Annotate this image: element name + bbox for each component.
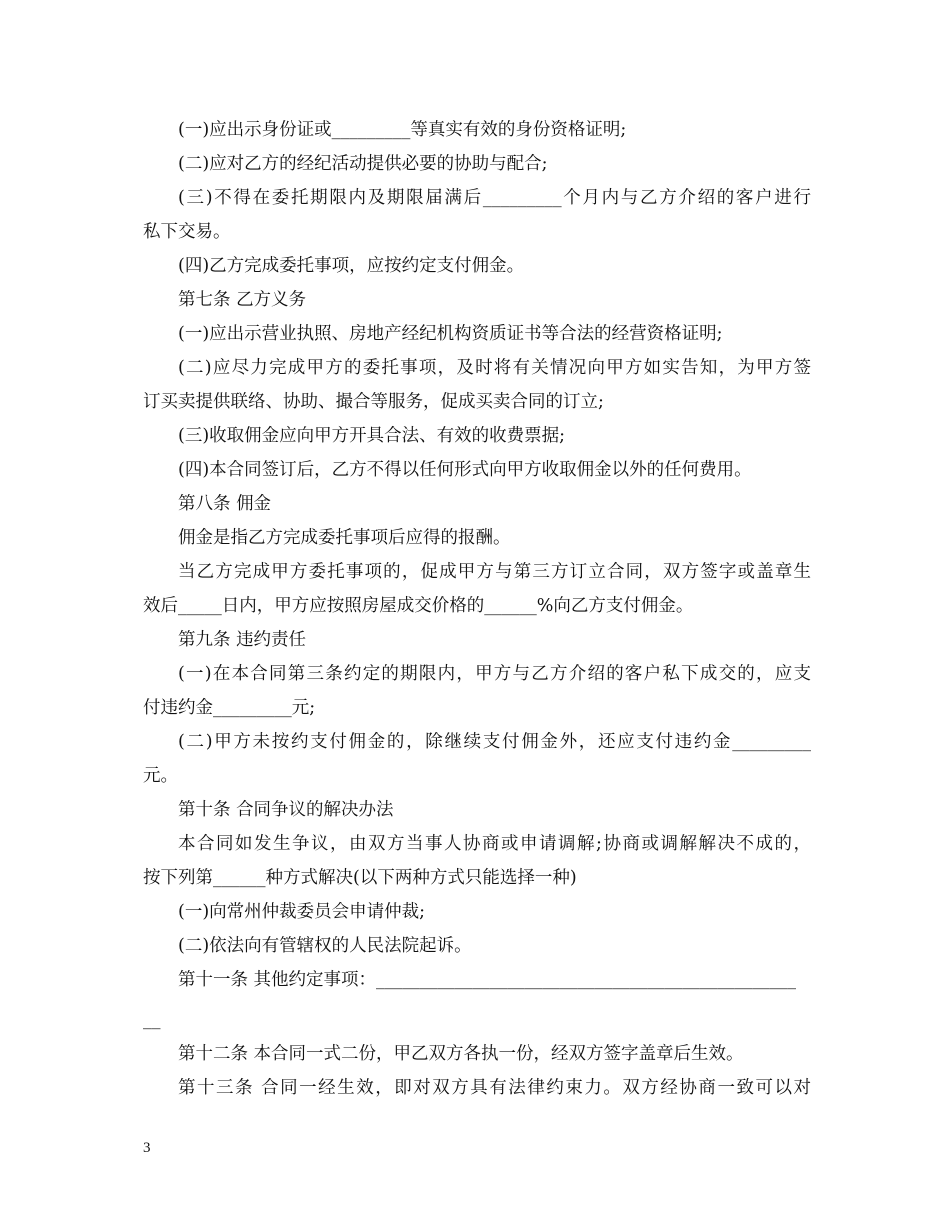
text-line: 效后_____日内，甲方应按照房屋成交价格的______%向乙方支付佣金。 — [143, 596, 694, 616]
page-number: 3 — [143, 1140, 151, 1156]
text-line: 本合同如发生争议，由双方当事人协商或申请调解;协商或调解解决不成的， — [178, 834, 811, 854]
text-line: 第十二条 本合同一式二份，甲乙双方各执一份，经双方签字盖章后生效。 — [178, 1044, 744, 1064]
section-heading: 第九条 违约责任 — [178, 630, 307, 650]
section-heading: 第八条 佣金 — [178, 494, 272, 514]
section-heading: 第十一条 其他约定事项：________________________________________________ — [178, 970, 797, 990]
text-line: 订买卖提供联络、协助、撮合等服务，促成买卖合同的订立; — [143, 392, 604, 412]
text-line: (三)不得在委托期限内及期限届满后_________个月内与乙方介绍的客户进行 — [178, 188, 811, 208]
text-line: (三)收取佣金应向甲方开具合法、有效的收费票据; — [178, 426, 566, 446]
text-line: (二)应尽力完成甲方的委托事项，及时将有关情况向甲方如实告知，为甲方签 — [178, 358, 811, 378]
section-heading: 第七条 乙方义务 — [178, 290, 307, 310]
text-line: (四)本合同签订后，乙方不得以任何形式向甲方收取佣金以外的任何费用。 — [178, 460, 752, 480]
text-line: 佣金是指乙方完成委托事项后应得的报酬。 — [178, 528, 511, 548]
text-line: (一)应出示营业执照、房地产经纪机构资质证书等合法的经营资格证明; — [178, 324, 723, 344]
text-line: (一)应出示身份证或_________等真实有效的身份资格证明; — [178, 120, 627, 140]
text-line: (一)在本合同第三条约定的期限内，甲方与乙方介绍的客户私下成交的，应支 — [178, 664, 811, 684]
text-line: (一)向常州仲裁委员会申请仲裁; — [178, 902, 426, 922]
text-line: 按下列第______种方式解决(以下两种方式只能选择一种) — [143, 868, 577, 888]
section-heading: 第十条 合同争议的解决办法 — [178, 800, 394, 820]
text-line: 私下交易。 — [143, 222, 231, 242]
text-line: (二)依法向有管辖权的人民法院起诉。 — [178, 936, 472, 956]
text-line: 第十三条 合同一经生效，即对双方具有法律约束力。双方经协商一致可以对 — [178, 1078, 811, 1098]
text-line: 元。 — [143, 766, 178, 786]
text-line: 当乙方完成甲方委托事项的，促成甲方与第三方订立合同，双方签字或盖章生 — [178, 562, 811, 582]
text-line: __ — [143, 1010, 161, 1030]
text-line: (四)乙方完成委托事项，应按约定支付佣金。 — [178, 256, 525, 276]
text-line: (二)应对乙方的经纪活动提供必要的协助与配合; — [178, 154, 548, 174]
text-line: 付违约金_________元; — [143, 698, 316, 718]
text-line: (二)甲方未按约支付佣金的，除继续支付佣金外，还应支付违约金_________ — [178, 732, 811, 752]
